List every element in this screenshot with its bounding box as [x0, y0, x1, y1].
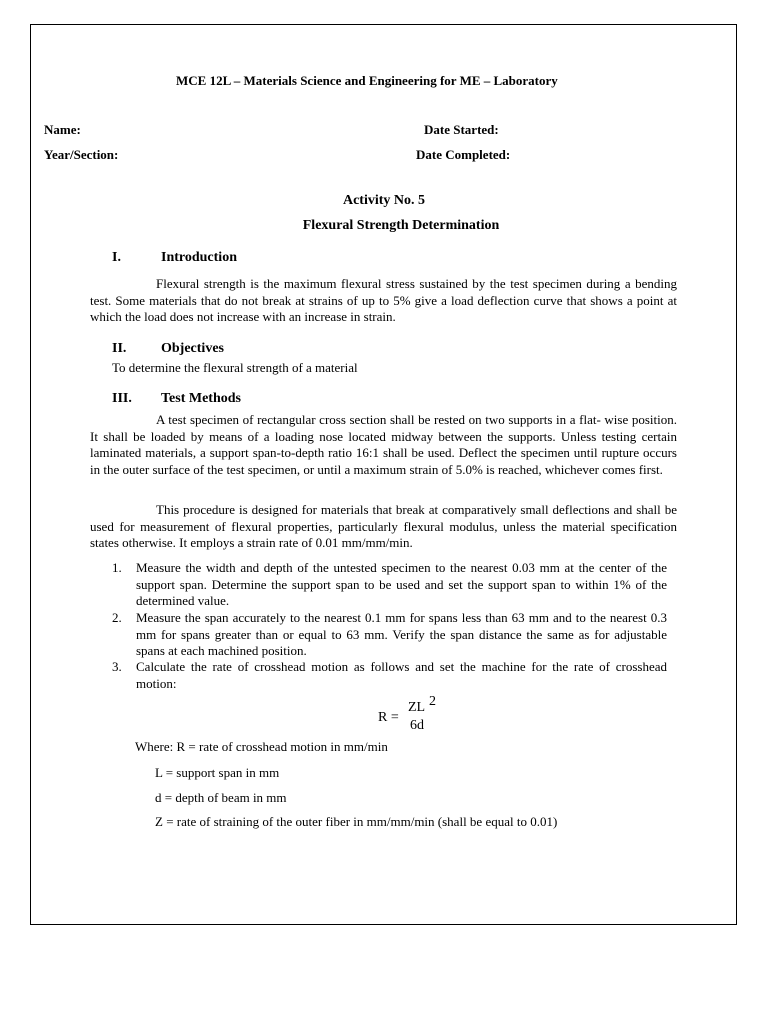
name-label: Name: [44, 122, 81, 137]
formula-exponent: 2 [429, 694, 436, 709]
step-text: Measure the span accurately to the nearest 0.1 mm for spans less than 63 mm and to the nearest 0.3 mm for spans greater than or equal to 63 mm. Verify the span distance the same as for adjustable spans at each machined position. [136, 610, 667, 658]
test-methods-heading: Test Methods [161, 391, 241, 406]
activity-title: Flexural Strength Determination [302, 218, 500, 233]
date-started-label: Date Started: [424, 122, 499, 137]
course-title: MCE 12L – Materials Science and Engineering for ME – Laboratory [176, 73, 558, 88]
step-text: Measure the width and depth of the untested specimen to the nearest 0.03 mm at the center of the support span. Determine the support span to be used and set the support span to within 1% of the determined value. [136, 560, 667, 608]
introduction-heading: Introduction [161, 250, 237, 265]
introduction-body: Flexural strength is the maximum flexural stress sustained by the test specimen during a bending test. Some materials that do not break at strains of up to 5% give a load deflection curve that shows a point at which the load does not increase with an increase in strain. [90, 276, 677, 324]
test-methods-paragraph-1: A test specimen of rectangular cross section shall be rested on two supports in a flat- wise position. It shall be loaded by means of a loading nose located midway between the supports. Unless testing certain laminated materials, a support span-to-depth ratio 16:1 shall be used. Deflect the specimen until rupture occurs in the outer surface of the test specimen, or until a maximum strain of 5.0% is reached, whichever comes first. [90, 412, 677, 477]
year-section-label: Year/Section: [44, 147, 119, 162]
date-completed-label: Date Completed: [416, 147, 511, 162]
objectives-numeral: II. [112, 341, 127, 356]
step-number: 1. [112, 560, 122, 575]
formula-numerator: ZL [408, 700, 426, 715]
test-methods-paragraph-2: This procedure is designed for materials that break at comparatively small deflections and shall be used for measurement of flexural properties, particularly flexural modulus, unless the material specification states otherwise. It employs a strain rate of 0.01 mm/mm/min. [90, 502, 677, 550]
test-methods-numeral: III. [112, 391, 132, 406]
step-text: Calculate the rate of crosshead motion as follows and set the machine for the rate of crosshead motion: [136, 659, 667, 691]
step-number: 2. [112, 610, 122, 625]
where-d-definition: d = depth of beam in mm [155, 790, 287, 805]
introduction-numeral: I. [112, 250, 121, 265]
where-l-definition: L = support span in mm [155, 765, 280, 780]
formula-denominator: 6d [410, 718, 424, 733]
objectives-heading: Objectives [161, 341, 224, 356]
objectives-body: To determine the flexural strength of a material [112, 360, 358, 375]
where-z-definition: Z = rate of straining of the outer fiber in mm/mm/min (shall be equal to 0.01) [155, 814, 558, 829]
activity-number: Activity No. 5 [342, 193, 426, 208]
formula-lhs: R = [378, 710, 399, 725]
step-number: 3. [112, 659, 122, 674]
crosshead-rate-formula [378, 696, 448, 740]
where-r-definition: Where: R = rate of crosshead motion in mm/min [135, 739, 388, 754]
